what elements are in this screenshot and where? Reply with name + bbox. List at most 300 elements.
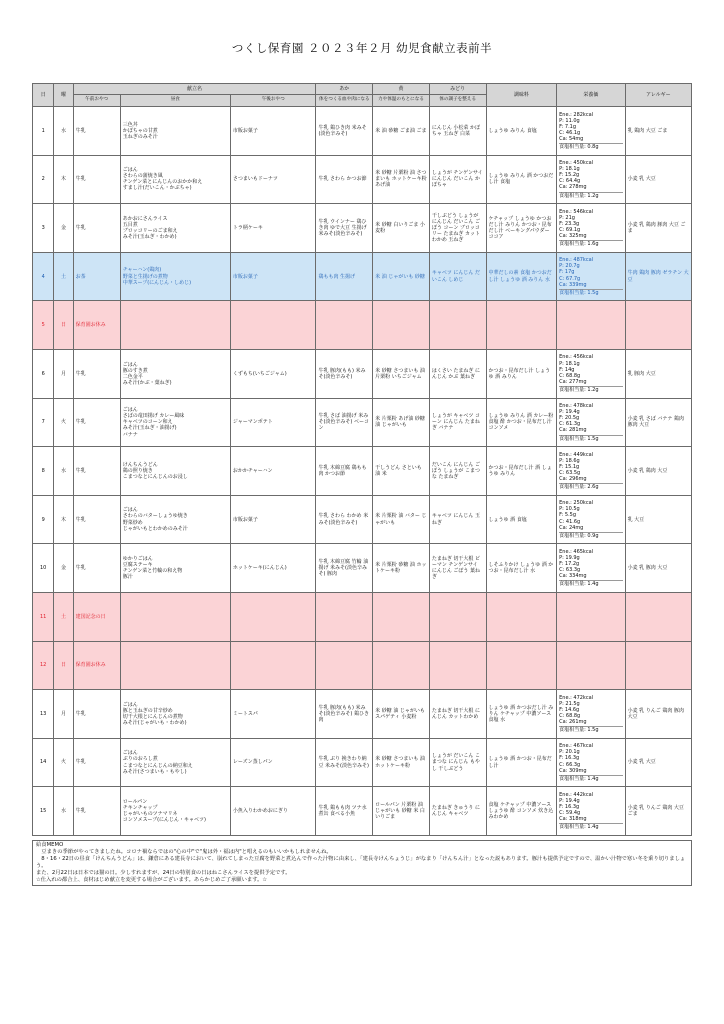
seasoning-cell xyxy=(486,592,557,641)
day-cell-text: 4 xyxy=(41,273,45,280)
yellow-food-cell xyxy=(373,301,430,350)
morning-snack-cell-text: 建国記念の日 xyxy=(75,613,106,620)
green-food-cell-text: しょうが チンゲンサイ にんじん だいこん かぼちゃ xyxy=(431,170,483,189)
dow-cell xyxy=(54,398,73,447)
day-cell xyxy=(33,641,54,690)
table-row xyxy=(33,690,692,739)
salt-equivalent: 食塩相当量: 1.6g xyxy=(559,240,622,247)
green-food-cell-text: キャベツ にんじん 玉ねぎ xyxy=(431,513,481,526)
dow-cell xyxy=(54,107,73,156)
allergy-cell xyxy=(625,447,691,496)
green-food-cell-text: たまねぎ 切干大根 にんじん カットわかめ xyxy=(431,707,481,720)
afternoon-snack-cell xyxy=(230,398,316,447)
salt-equivalent: 食塩相当量: 0.9g xyxy=(559,532,622,539)
yellow-food-cell-text: 米 砂糖 さつまいも 油 片栗粉 いちごジャム xyxy=(375,367,425,380)
morning-snack-cell-text: 牛乳 xyxy=(75,419,86,426)
table-row xyxy=(33,107,692,156)
seasoning-cell xyxy=(486,107,557,156)
red-food-cell xyxy=(316,398,373,447)
seasoning-cell-text: 中華だしの素 食塩 かつおだし汁 しょうゆ 酒 みりん 水 xyxy=(488,270,552,283)
morning-snack-cell xyxy=(73,641,120,690)
red-food-cell xyxy=(316,301,373,350)
day-cell-text: 7 xyxy=(41,419,45,426)
yellow-food-cell xyxy=(373,447,430,496)
afternoon-snack-cell xyxy=(230,738,316,787)
seasoning-cell xyxy=(486,349,557,398)
dow-cell-text: 水 xyxy=(61,127,67,134)
nutrition-values: Ene.: 450kcal P: 18.1g F: 15.2g C: 64.4g Ca: 278mg xyxy=(559,160,594,191)
day-cell-text: 14 xyxy=(40,759,47,766)
memo-line: また、2月22日は日本では猫の日。少しすれますが、24日の特別食の日はねこさんライスを提供予定です。 xyxy=(36,869,291,876)
nutrition-values: Ene.: 449kcal P: 18.6g F: 15.1g C: 63.5g Ca: 296mg xyxy=(559,451,594,483)
yellow-food-cell xyxy=(373,738,430,787)
seasoning-cell-text: しょうゆ みりん 酒 カレー粉 食塩 酢 かつお・昆布だし汁 コンソメ xyxy=(488,413,554,432)
nutrition-cell xyxy=(557,349,625,398)
green-food-cell-text: しょうが キャベツ コーン にんじん たまねぎ バナナ xyxy=(431,413,481,432)
afternoon-snack-cell-text: さつまいもドーナツ xyxy=(232,176,278,183)
nutrition-cell xyxy=(557,544,625,593)
table-row xyxy=(33,252,692,301)
table-row xyxy=(33,544,692,593)
lunch-cell-text: ロールパン チキンチャップ じゃがいものツナマリネ コンソメスープ(にんじん・キャベツ) xyxy=(122,798,207,824)
green-food-cell-text: はくさい たまねぎ にんじん かぶ 葉ねぎ xyxy=(431,367,481,380)
allergy-cell-text: 小麦 乳 りんご 鶏肉 豚肉 大豆 xyxy=(627,707,684,720)
seasoning-cell xyxy=(486,204,557,253)
lunch-cell xyxy=(120,738,230,787)
salt-equivalent: 食塩相当量: 1.4g xyxy=(559,775,622,782)
morning-snack-cell xyxy=(73,738,120,787)
seasoning-cell xyxy=(486,495,557,544)
dow-cell xyxy=(54,155,73,204)
red-food-cell-text: 牛乳 木綿豆腐 鶏もも肉 かつお節 xyxy=(318,464,367,477)
menu-table xyxy=(32,83,692,836)
allergy-cell-text: 牛肉 鶏肉 豚肉 ゼラチン 大豆 xyxy=(627,270,689,283)
day-cell xyxy=(33,690,54,739)
lunch-cell xyxy=(120,204,230,253)
red-food-cell xyxy=(316,447,373,496)
allergy-cell-text: 小麦 乳 さば バナナ 鶏肉 豚肉 大豆 xyxy=(627,416,684,429)
lunch-cell-text: チャーハン(鶏肉) 野菜と生揚げの煮物 中華スープ(にんじん・しめじ) xyxy=(122,267,192,286)
allergy-cell-text: 乳 鶏肉 大豆 ごま xyxy=(627,127,668,134)
lunch-cell-text: ごはん さわらのバターしょうゆ焼き 野菜炒め じゃがいもとわかめのみそ汁 xyxy=(122,507,188,532)
day-cell xyxy=(33,301,54,350)
day-cell-text: 9 xyxy=(41,516,45,523)
yellow-food-cell-text: 米 片栗粉 油 バター じゃがいも xyxy=(375,513,427,526)
header-morning: 午前おやつ xyxy=(73,95,120,107)
red-food-cell xyxy=(316,252,373,301)
seasoning-cell-text: しょうゆ みりん 酒 かつおだし汁 食塩 xyxy=(488,173,554,186)
day-cell xyxy=(33,544,54,593)
red-food-cell xyxy=(316,349,373,398)
dow-cell xyxy=(54,592,73,641)
dow-cell xyxy=(54,641,73,690)
lunch-cell-text: ごはん 豚と玉ねぎの甘辛炒め 切干大根とにんじんの煮物 みそ汁(じゃがいも・わかめ) xyxy=(122,701,187,727)
yellow-food-cell-text: ロールパン 片栗粉 油 じゃがいも 砂糖 米 白いりごま xyxy=(375,801,425,821)
header-red: あか xyxy=(316,84,373,95)
yellow-food-cell xyxy=(373,592,430,641)
seasoning-cell-text: ケチャップ しょうゆ かつおだし汁 みりん かつお・昆布だし汁 ベーキングパウダー ココア xyxy=(488,215,552,241)
day-cell xyxy=(33,495,54,544)
nutrition-values: Ene.: 250kcal P: 10.5g F: 5.5g C: 41.6g Ca: 24mg xyxy=(559,500,594,531)
lunch-cell-text: けんちんうどん 鶏の照り焼き こまつなとにんじんのお浸し xyxy=(122,461,188,480)
lunch-cell-text: ごはん ぶりのおろし煮 こまつなとにんじんの納豆和え みそ汁(さつまいも・もやし) xyxy=(122,750,193,775)
table-row xyxy=(33,447,692,496)
page-title: つくし保育園 ２０２３年２月 幼児食献立表前半 xyxy=(231,41,493,55)
nutrition-cell xyxy=(557,738,625,787)
nutrition-values: Ene.: 465kcal P: 19.9g F: 17.2g C: 63.3g Ca: 334mg xyxy=(559,548,594,580)
lunch-cell xyxy=(120,252,230,301)
green-food-cell xyxy=(429,155,486,204)
salt-equivalent: 食塩相当量: 2.6g xyxy=(559,483,622,490)
afternoon-snack-cell-text: 市販お菓子 xyxy=(232,516,258,523)
seasoning-cell-text: しょうゆ みりん 食塩 xyxy=(488,127,537,134)
morning-snack-cell-text: 牛乳 xyxy=(75,467,86,474)
lunch-cell-text: ごはん さわらの蒲焼き風 チンゲン菜とにんじんのおかか和え すまし汁(だいこん・かぶちゃ) xyxy=(122,167,203,192)
nutrition-cell xyxy=(557,592,625,641)
yellow-food-cell xyxy=(373,349,430,398)
allergy-cell xyxy=(625,252,691,301)
green-food-cell xyxy=(429,787,486,836)
allergy-cell xyxy=(625,155,691,204)
afternoon-snack-cell xyxy=(230,787,316,836)
red-food-cell-text: 牛乳 豚肉(もも) 米みそ(淡色辛みそ) xyxy=(318,367,366,380)
red-food-cell xyxy=(316,544,373,593)
day-cell xyxy=(33,204,54,253)
dow-cell-text: 土 xyxy=(61,273,67,280)
lunch-cell xyxy=(120,641,230,690)
seasoning-cell-text: かつお・昆布だし汁 酒 しょうゆ みりん xyxy=(488,464,552,477)
dow-cell-text: 木 xyxy=(61,516,67,523)
nutrition-cell xyxy=(557,204,625,253)
green-food-cell xyxy=(429,690,486,739)
allergy-cell-text: 小麦 乳 りんご 鶏肉 大豆 ごま xyxy=(627,805,684,818)
yellow-food-cell xyxy=(373,641,430,690)
day-cell-text: 8 xyxy=(41,467,45,474)
nutrition-values: Ene.: 487kcal P: 20.7g F: 17g C: 67.7g Ca: 339mg xyxy=(559,257,594,288)
nutrition-values: Ene.: 282kcal P: 11.0g F: 7.1g C: 46.1g Ca: 54mg xyxy=(559,111,594,142)
day-cell xyxy=(33,107,54,156)
morning-snack-cell-text: 牛乳 xyxy=(75,176,86,183)
afternoon-snack-cell-text: ホットケーキ(にんじん) xyxy=(232,565,287,572)
red-food-cell xyxy=(316,641,373,690)
day-cell-text: 13 xyxy=(40,710,47,717)
seasoning-cell-text: しょうゆ 酒 かつお・昆布だし汁 xyxy=(488,756,552,769)
green-food-cell-text: しょうが だいこん こまつな にんじん もやし 干しぶどう xyxy=(431,753,481,772)
afternoon-snack-cell-text: くずもち(いちごジャム) xyxy=(232,370,287,377)
day-cell-text: 3 xyxy=(41,224,45,231)
lunch-cell xyxy=(120,301,230,350)
green-food-cell xyxy=(429,107,486,156)
morning-snack-cell-text: お茶 xyxy=(75,273,86,280)
table-row xyxy=(33,155,692,204)
seasoning-cell-text: かつお・昆布だし汁 しょうゆ 酒 みりん xyxy=(488,367,551,380)
afternoon-snack-cell xyxy=(230,204,316,253)
red-food-cell-text: 牛乳 さわら かつお節 xyxy=(318,176,367,183)
seasoning-cell xyxy=(486,301,557,350)
nutrition-values: Ene.: 467kcal P: 20.1g F: 16.3g C: 66.3g Ca: 309mg xyxy=(559,743,594,774)
red-food-cell xyxy=(316,592,373,641)
afternoon-snack-cell-text: トラ柄ケーキ xyxy=(232,224,263,231)
lunch-cell-text: 三色丼 かぼちゃの甘煮 玉ねぎのみそ汁 xyxy=(122,121,158,140)
green-food-cell xyxy=(429,252,486,301)
green-food-cell xyxy=(429,738,486,787)
seasoning-cell xyxy=(486,787,557,836)
header-afternoon: 午後おやつ xyxy=(230,95,316,107)
header-red-sub: 体をつくる血や肉になる xyxy=(316,95,373,107)
nutrition-values: Ene.: 478kcal P: 19.4g F: 20.5g C: 61.3g Ca: 281mg xyxy=(559,403,594,434)
allergy-cell-text: 小麦 乳 大豆 xyxy=(627,176,656,183)
nutrition-cell xyxy=(557,641,625,690)
allergy-cell-text: 乳 豚肉 大豆 xyxy=(627,370,656,377)
morning-snack-cell xyxy=(73,690,120,739)
nutrition-cell xyxy=(557,252,625,301)
afternoon-snack-cell xyxy=(230,155,316,204)
day-cell xyxy=(33,155,54,204)
allergy-cell xyxy=(625,398,691,447)
dow-cell-text: 土 xyxy=(61,613,67,620)
lunch-cell xyxy=(120,398,230,447)
green-food-cell xyxy=(429,544,486,593)
green-food-cell xyxy=(429,349,486,398)
day-cell-text: 1 xyxy=(41,127,45,134)
table-row xyxy=(33,398,692,447)
lunch-cell xyxy=(120,544,230,593)
dow-cell-text: 火 xyxy=(61,759,67,766)
dow-cell xyxy=(54,349,73,398)
day-cell xyxy=(33,252,54,301)
dow-cell-text: 月 xyxy=(61,710,67,717)
allergy-cell xyxy=(625,495,691,544)
morning-snack-cell-text: 牛乳 xyxy=(75,516,86,523)
yellow-food-cell-text: 米 砂糖 さつまいも 油 ホットケーキ粉 xyxy=(375,756,425,769)
morning-snack-cell xyxy=(73,252,120,301)
red-food-cell-text: 鶏もも肉 生揚げ xyxy=(318,273,356,280)
table-row xyxy=(33,592,692,641)
day-cell xyxy=(33,398,54,447)
seasoning-cell-text: しょうゆ 酒 かつおだし汁 みりん ケチャップ 中濃ソース 食塩 水 xyxy=(488,704,554,723)
green-food-cell xyxy=(429,301,486,350)
memo-label: 給食MEMO xyxy=(36,842,64,848)
seasoning-cell-text: しょうゆ 酒 食塩 xyxy=(488,516,527,523)
yellow-food-cell-text: 米 砂糖 油 じゃがいも スパゲティ 小麦粉 xyxy=(375,707,425,720)
allergy-cell xyxy=(625,107,691,156)
red-food-cell-text: 牛乳 木綿豆腐 竹輪 油揚げ 米みそ(淡色辛みそ) 豚肉 xyxy=(318,559,369,578)
dow-cell xyxy=(54,787,73,836)
afternoon-snack-cell-text: レーズン蒸しパン xyxy=(232,759,273,766)
dow-cell-text: 日 xyxy=(61,662,67,669)
dow-cell-text: 火 xyxy=(61,419,67,426)
allergy-cell xyxy=(625,787,691,836)
lunch-cell-text: あかおにさんライス 五目煮 ブロッコリーのごま和え みそ汁(玉ねぎ・わかめ) xyxy=(122,215,178,241)
dow-cell-text: 金 xyxy=(61,565,67,572)
morning-snack-cell xyxy=(73,592,120,641)
morning-snack-cell-text: 牛乳 xyxy=(75,808,86,815)
lunch-cell xyxy=(120,447,230,496)
salt-equivalent: 食塩相当量: 1.4g xyxy=(559,580,622,587)
allergy-cell-text: 小麦 乳 鶏肉 大豆 xyxy=(627,467,668,474)
afternoon-snack-cell-text: おかかチャーハン xyxy=(232,467,273,474)
day-cell xyxy=(33,787,54,836)
nutrition-cell xyxy=(557,301,625,350)
nutrition-values: Ene.: 442kcal P: 19.4g F: 16.3g C: 59.4g Ca: 318mg xyxy=(559,791,594,823)
yellow-food-cell xyxy=(373,787,430,836)
morning-snack-cell xyxy=(73,155,120,204)
dow-cell xyxy=(54,495,73,544)
morning-snack-cell xyxy=(73,787,120,836)
allergy-cell-text: 乳 大豆 xyxy=(627,516,645,523)
afternoon-snack-cell xyxy=(230,252,316,301)
red-food-cell-text: 牛乳 さば 油揚げ 米みそ(淡色辛みそ) ベーコン xyxy=(318,413,369,432)
morning-snack-cell xyxy=(73,204,120,253)
red-food-cell-text: 牛乳 さわら わかめ 米みそ(淡色辛みそ) xyxy=(318,513,369,526)
nutrition-values: Ene.: 472kcal P: 21.5g F: 14.6g C: 68.8g Ca: 261mg xyxy=(559,694,594,726)
green-food-cell xyxy=(429,398,486,447)
header-green-sub: 体の調子を整える xyxy=(429,95,486,107)
dow-cell xyxy=(54,690,73,739)
morning-snack-cell-text: 牛乳 xyxy=(75,759,86,766)
yellow-food-cell xyxy=(373,544,430,593)
day-cell-text: 2 xyxy=(41,176,45,183)
green-food-cell xyxy=(429,204,486,253)
afternoon-snack-cell-text: ジャーマンポテト xyxy=(232,419,273,426)
lunch-cell-text: ごはん さばの竜田揚げ カレー風味 キャベツのコーン和え みそ汁(玉ねぎ・油揚げ) バナナ xyxy=(122,407,185,438)
morning-snack-cell xyxy=(73,495,120,544)
red-food-cell xyxy=(316,204,373,253)
dow-cell-text: 木 xyxy=(61,176,67,183)
red-food-cell-text: 牛乳 豚肉(もも) 米みそ(淡色辛みそ) 鶏ひき肉 xyxy=(318,704,369,723)
green-food-cell-text: 干しぶどう しょうが にんじん だいこん ごぼう コーン ブロッコリー たまねぎ カットわかめ 玉ねぎ xyxy=(431,212,481,244)
header-menu-group: 献立名 xyxy=(73,84,316,95)
red-food-cell-text: 牛乳 鶏もも肉 ツナ水煮缶 食べる小魚 xyxy=(318,805,367,818)
allergy-cell-text: 小麦 乳 豚肉 大豆 xyxy=(627,565,668,572)
header-lunch: 昼食 xyxy=(120,95,230,107)
day-cell-text: 6 xyxy=(41,370,45,377)
morning-snack-cell xyxy=(73,398,120,447)
morning-snack-cell-text: 牛乳 xyxy=(75,565,86,572)
salt-equivalent: 食塩相当量: 1.5g xyxy=(559,289,622,296)
yellow-food-cell xyxy=(373,398,430,447)
morning-snack-cell xyxy=(73,544,120,593)
yellow-food-cell xyxy=(373,252,430,301)
seasoning-cell xyxy=(486,398,557,447)
dow-cell-text: 水 xyxy=(61,467,67,474)
allergy-cell-text: 小麦 乳 鶏肉 豚肉 大豆 ごま xyxy=(627,221,686,234)
dow-cell-text: 日 xyxy=(61,322,67,329)
seasoning-cell-text: 食塩 ケチャップ 中濃ソース しょうゆ 酢 コンソメ 炊き込みわかめ xyxy=(488,801,554,821)
seasoning-cell xyxy=(486,447,557,496)
allergy-cell xyxy=(625,641,691,690)
day-cell-text: 15 xyxy=(40,808,47,815)
dow-cell xyxy=(54,447,73,496)
nutrition-cell xyxy=(557,398,625,447)
table-row xyxy=(33,738,692,787)
morning-snack-cell-text: 牛乳 xyxy=(75,710,86,717)
day-cell xyxy=(33,447,54,496)
afternoon-snack-cell-text: ミートスパ xyxy=(232,710,258,717)
afternoon-snack-cell-text: 市販お菓子 xyxy=(232,273,258,280)
dow-cell xyxy=(54,301,73,350)
green-food-cell xyxy=(429,447,486,496)
morning-snack-cell xyxy=(73,447,120,496)
salt-equivalent: 食塩相当量: 1.2g xyxy=(559,386,622,393)
green-food-cell-text: たまねぎ 切干大根 ピーマン チンゲンサイ にんじん ごぼう 葉ねぎ xyxy=(431,555,481,581)
morning-snack-cell-text: 保育園お休み xyxy=(75,662,106,669)
dow-cell xyxy=(54,738,73,787)
nutrition-cell xyxy=(557,155,625,204)
afternoon-snack-cell xyxy=(230,641,316,690)
nutrition-cell xyxy=(557,690,625,739)
yellow-food-cell xyxy=(373,204,430,253)
green-food-cell xyxy=(429,592,486,641)
salt-equivalent: 食塩相当量: 1.5g xyxy=(559,726,622,733)
afternoon-snack-cell xyxy=(230,349,316,398)
day-cell-text: 12 xyxy=(40,662,47,669)
morning-snack-cell-text: 保育園お休み xyxy=(75,322,106,329)
seasoning-cell xyxy=(486,155,557,204)
green-food-cell xyxy=(429,495,486,544)
seasoning-cell xyxy=(486,544,557,593)
green-food-cell-text: だいこん にんじん ごぼう しょうが こまつな たまねぎ xyxy=(431,461,481,480)
header-allergy: アレルギー xyxy=(625,84,691,107)
header-dow: 曜 xyxy=(54,84,73,107)
menu-body xyxy=(33,107,692,836)
lunch-cell xyxy=(120,107,230,156)
dow-cell-text: 水 xyxy=(61,808,67,815)
yellow-food-cell xyxy=(373,690,430,739)
afternoon-snack-cell-text: 市販お菓子 xyxy=(232,127,258,134)
header-seasoning: 調味料 xyxy=(486,84,557,107)
yellow-food-cell-text: 米 片栗粉 砂糖 油 ホットケーキ粉 xyxy=(375,562,427,575)
lunch-cell xyxy=(120,495,230,544)
morning-snack-cell-text: 牛乳 xyxy=(75,370,86,377)
red-food-cell xyxy=(316,787,373,836)
red-food-cell xyxy=(316,738,373,787)
header-day: 日 xyxy=(33,84,54,107)
day-cell-text: 10 xyxy=(40,565,47,572)
memo-line: 8・16・22日の昼食「けんちんうどん」は、鎌倉にある建長寺において、崩れてしまった豆腐を野菜と煮込んで作った汁物に由来し、「建長寺けんちょうじ」がなまり「けんちん汁」となった説もあります。豚汁も提供予定ですので、温かい汁物で寒い冬を乗り切りましょう。 xyxy=(36,855,686,869)
afternoon-snack-cell xyxy=(230,301,316,350)
allergy-cell-text: 小麦 乳 大豆 xyxy=(627,759,656,766)
green-food-cell-text: にんじん 小松菜 かぼちゃ 玉ねぎ 白菜 xyxy=(431,124,481,137)
allergy-cell xyxy=(625,544,691,593)
afternoon-snack-cell xyxy=(230,107,316,156)
dow-cell-text: 月 xyxy=(61,370,67,377)
seasoning-cell xyxy=(486,690,557,739)
yellow-food-cell xyxy=(373,155,430,204)
afternoon-snack-cell xyxy=(230,495,316,544)
day-cell xyxy=(33,349,54,398)
afternoon-snack-cell xyxy=(230,592,316,641)
table-row xyxy=(33,349,692,398)
morning-snack-cell xyxy=(73,107,120,156)
allergy-cell xyxy=(625,349,691,398)
red-food-cell-text: 牛乳 鶏ひき肉 米みそ(淡色辛みそ) xyxy=(318,124,367,137)
seasoning-cell xyxy=(486,252,557,301)
morning-snack-cell xyxy=(73,349,120,398)
day-cell-text: 11 xyxy=(40,613,47,620)
yellow-food-cell xyxy=(373,495,430,544)
seasoning-cell-text: しそふりかけ しょうゆ 酒 かつお・昆布だし汁 水 xyxy=(488,562,554,575)
yellow-food-cell-text: 米 砂糖 白いりごま 小麦粉 xyxy=(375,221,425,234)
nutrition-cell xyxy=(557,447,625,496)
yellow-food-cell-text: 干しうどん さといも 油 米 xyxy=(375,464,422,477)
table-row xyxy=(33,495,692,544)
afternoon-snack-cell xyxy=(230,690,316,739)
red-food-cell xyxy=(316,155,373,204)
lunch-cell-text: ごはん 豚のすき煮 二色金平 みそ汁(かぶ・葉ねぎ) xyxy=(122,361,172,386)
salt-equivalent: 食塩相当量: 1.2g xyxy=(559,192,622,199)
red-food-cell xyxy=(316,107,373,156)
